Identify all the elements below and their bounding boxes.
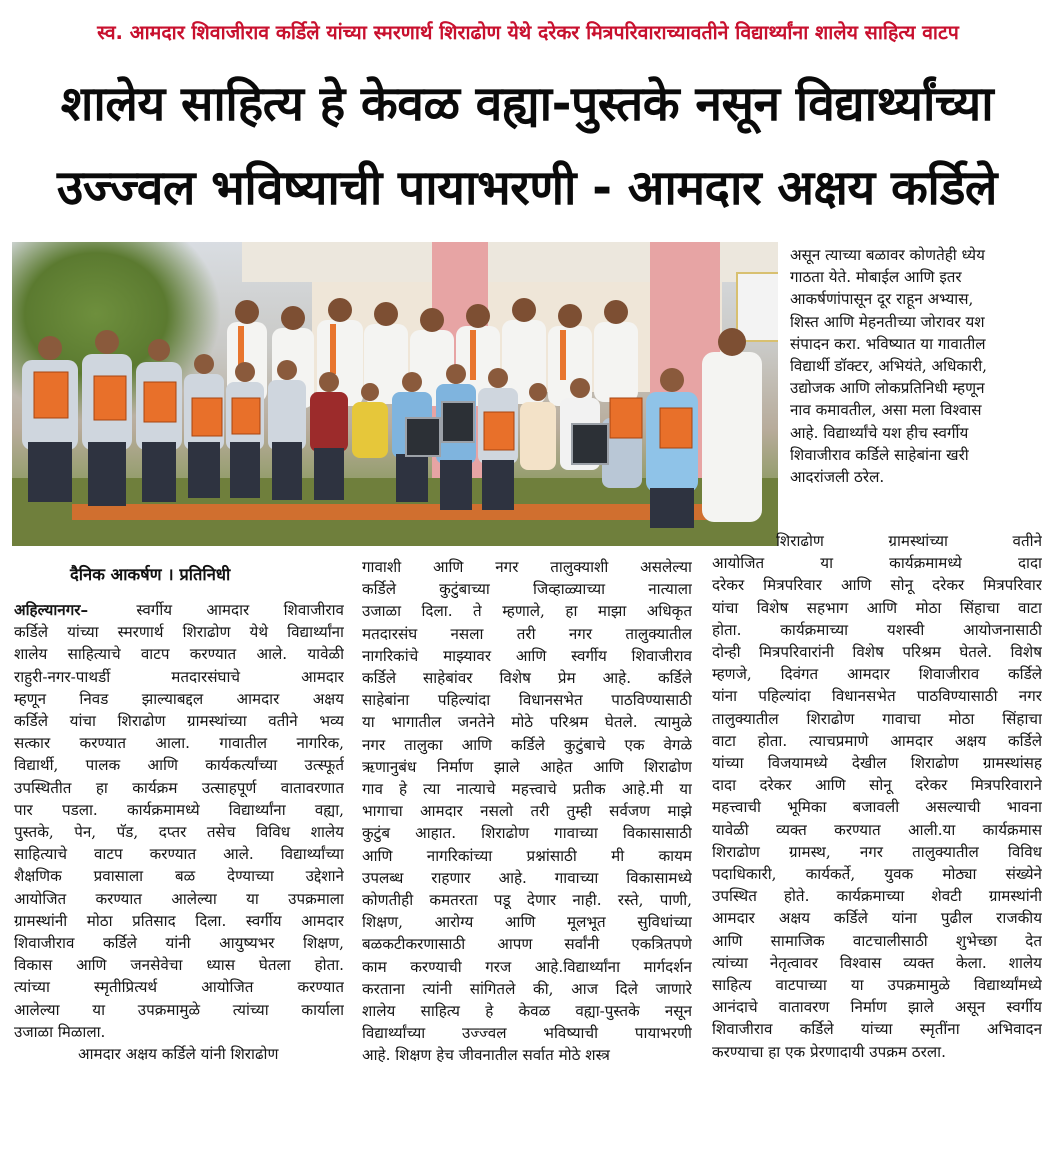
article-line: कोणतीही कमतरता पडू देणार नाही. रस्ते, पाणी,	[362, 891, 692, 910]
article-line: आकर्षणांपासून दूर राहून अभ्यास,	[790, 290, 974, 309]
article-first-line	[14, 599, 344, 621]
article-line: आयोजित या कार्यक्रमामध्ये दादा	[712, 554, 1042, 573]
article-line: आनंदाचे वातावरण निर्माण झाले असून स्वर्गीय	[712, 998, 1042, 1017]
article-line: मतदारसंघ नसला तरी नगर तालुक्यातील	[362, 624, 692, 643]
article-line: पार पडला. कार्यक्रमामध्ये विद्यार्थ्यांना वह्या,	[14, 800, 344, 819]
article-line: दोन्ही मित्रपरिवारांनी विशेष परिश्रम घेतले. विशेष	[712, 643, 1042, 662]
headline-line-2: उज्ज्वल भविष्याची पायाभरणी - आमदार अक्षय कर्डिले	[57, 160, 997, 216]
article-line: दरेकर मित्रपरिवार आणि सोनू दरेकर मित्रपरिवार	[712, 576, 1042, 595]
article-line: म्हणून निवड झाल्याबद्दल आमदार अक्षय	[14, 689, 344, 708]
article-line: कर्डिले साहेबांवर विशेष प्रेम आहे. कर्डिले	[362, 669, 692, 688]
photo-crowd	[12, 242, 778, 546]
article-column-top-right	[790, 244, 1042, 488]
article-line: तालुक्यातील शिराढोण गावाचा मोठा सिंहाचा	[712, 709, 1042, 728]
article-line: वाटा होता. त्याचप्रमाणे आमदार अक्षय कर्डिले	[712, 731, 1042, 750]
byline: दैनिक आकर्षण । प्रतिनिधी	[70, 565, 231, 584]
article-line: आदरांजली ठरेल.	[790, 468, 885, 487]
first-line-text: स्वर्गीय आमदार शिवाजीराव	[136, 601, 344, 619]
article-line: साहित्य वाटपाच्या या उपक्रमामुळे विद्यार्थ्यांमध्ये	[712, 976, 1042, 995]
article-line: विद्यार्थी डॉक्टर, अभियंते, अधिकारी,	[790, 357, 987, 376]
article-line: करण्याचा हा एक प्रेरणादायी उपक्रम ठरला.	[712, 1042, 946, 1061]
article-line: विद्यार्थ्यांच्या उज्ज्वल भविष्याची पायाभरणी	[362, 1024, 692, 1043]
article-line: बळकटीकरणासाठी आपण सर्वांनी एकत्रितपणे	[362, 935, 692, 954]
article-line: यावेळी व्यक्त करण्यात आली.या कार्यक्रमास	[712, 820, 1042, 839]
article-line: आहे. विद्यार्थ्यांचे यश हीच स्वर्गीय	[790, 423, 969, 442]
article-line: दादा दरेकर आणि सोनू दरेकर मित्रपरिवाराने	[712, 776, 1042, 795]
article-line: कर्डिले यांचा शिराढोण ग्रामस्थांच्या वतीने भव्य	[14, 712, 344, 731]
article-line: पदाधिकारी, कार्यकर्ते, युवक मोठ्या संख्येने	[712, 865, 1042, 884]
article-line: शालेय साहित्य हे केवळ वह्या-पुस्तके नसून	[362, 1002, 692, 1021]
headline	[20, 62, 1034, 234]
article-line: नाव कमावतील, असा मला विश्वास	[790, 401, 982, 420]
article-line: कुटुंब आहात. शिराढोण गावाच्या विकासासाठी	[362, 824, 692, 843]
article-line: असून त्याच्या बळावर कोणतेही ध्येय	[790, 246, 985, 264]
article-line: साहित्याचे वाटप करण्यात आले. विद्यार्थ्यांच्या	[14, 845, 344, 864]
article-line: कर्डिले कुटुंबाच्या जिव्हाळ्याच्या नात्याला	[362, 580, 692, 599]
article-line: नागरिकांचे माझ्यावर आणि स्वर्गीय शिवाजीराव	[362, 646, 692, 665]
article-line: गाठता येते. मोबाईल आणि इतर	[790, 268, 962, 287]
article-line: आणि सामाजिक वाटचालीसाठी शुभेच्छा देत	[712, 931, 1042, 950]
article-line: उद्योजक आणि लोकप्रतिनिधी म्हणून	[790, 379, 985, 398]
article-column-3	[712, 530, 1042, 1063]
article-line: साहेबांना पहिल्यांदा विधानसभेत पाठविण्यासाठी	[362, 691, 692, 710]
article-line: शैक्षणिक प्रवासाला बळ देण्याच्या उद्देशाने	[14, 867, 344, 886]
article-line: विद्यार्थी, पालक आणि कार्यकर्त्यांच्या उत्स्फूर्त	[14, 756, 344, 775]
article-line: महत्त्वाची भूमिका बजावली असल्याची भावना	[712, 798, 1042, 817]
article-line: उजाळा दिला. ते म्हणाले, हा माझा अधिकृत	[362, 602, 692, 621]
article-line: विकास आणि जनसेवेचा ध्यास घेतला होता.	[14, 956, 344, 975]
article-line: उपस्थित होते. कार्यक्रमाच्या शेवटी ग्रामस्थांनी	[712, 887, 1042, 906]
article-line: म्हणजे, दिवंगत आमदार शिवाजीराव कर्डिले	[712, 665, 1042, 684]
article-line: ग्रामस्थांनी मोठा प्रतिसाद दिला. स्वर्गीय आमदार	[14, 911, 344, 930]
article-line: उपस्थितीत हा कार्यक्रम उत्साहपूर्ण वातावरणात	[14, 778, 344, 797]
article-line: काम करण्याची गरज आहे.विद्यार्थ्यांना मार्गदर्शन	[362, 957, 692, 976]
article-line: त्यांच्या नेतृत्वावर विश्वास व्यक्त केला. शालेय	[712, 953, 1042, 972]
article-column-1	[14, 599, 344, 1065]
article-line: आमदार अक्षय कर्डिले यांना पुढील राजकीय	[712, 909, 1042, 928]
article-line: आयोजित करण्यात आलेल्या या उपक्रमाला	[14, 889, 344, 908]
article-line: शिवाजीराव कर्डिले साहेबांना खरी	[790, 445, 969, 464]
article-line: भागाचा आमदार नसलो तरी तुम्ही सर्वजण माझे	[362, 802, 692, 821]
article-line: राहुरी-नगर-पाथर्डी मतदारसंघाचे आमदार	[14, 667, 344, 686]
article-line: गाव हे त्या नात्याचे महत्त्वाचे प्रतीक आहे.मी या	[362, 780, 692, 799]
article-line: शिस्त आणि मेहनतीच्या जोरावर यश	[790, 312, 985, 331]
article-line: करताना त्यांनी सांगितले की, आज दिले जाणारे	[362, 979, 692, 998]
article-line: त्यांच्या स्मृतीप्रित्यर्थ आयोजित करण्यात	[14, 978, 344, 997]
news-photo	[12, 242, 778, 546]
article-line: सत्कार करण्यात आला. गावातील नागरिक,	[14, 734, 344, 753]
article-line: कर्डिले यांच्या स्मरणार्थ शिराढोण येथे विद्यार्थ्यांना	[14, 623, 344, 642]
article-line: शिक्षण, आरोग्य आणि मूलभूत सुविधांच्या	[362, 913, 692, 932]
article-line: शिराढोण ग्रामस्थ, नगर तालुक्यातील विविध	[712, 842, 1042, 861]
article-line: यांच्या विजयामध्ये देखील शिराढोण ग्रामस्थांसह	[712, 754, 1042, 773]
article-line: यांना पहिल्यांदा विधानसभेत पाठविण्यासाठी नगर	[712, 687, 1042, 706]
article-line: नगर तालुका आणि कर्डिले कुटुंबाचे एक वेगळे	[362, 735, 692, 754]
article-column-2	[362, 556, 692, 1067]
article-line: शालेय साहित्याचे वाटप करण्यात आले. यावेळी	[14, 645, 344, 664]
article-line: शिवाजीराव कर्डिले यांच्या स्मृतींना अभिवादन	[712, 1020, 1042, 1039]
article-line: उजाळा मिळाला.	[14, 1022, 106, 1041]
article-line: या भागातील जनतेने मोठे परिश्रम घेतले. त्यामुळे	[362, 713, 692, 732]
article-line: यांचा विशेष सहभाग आणि मोठा सिंहाचा वाटा	[712, 598, 1042, 617]
article-line: शिराढोण ग्रामस्थांच्या वतीने	[776, 532, 1042, 550]
article-line: संपादन करा. भविष्यात या गावातील	[790, 334, 986, 353]
article-line: आहे. शिक्षण हेच जीवनातील सर्वात मोठे शस्त्र	[362, 1046, 610, 1065]
article-line: आणि नागरिकांच्या प्रश्नांसाठी मी कायम	[362, 846, 692, 865]
article-line: गावाशी आणि नगर तालुक्याशी असलेल्या	[362, 558, 692, 576]
kicker-line: स्व. आमदार शिवाजीराव कर्डिले यांच्या स्मरणार्थ शिराढोण येथे दरेकर मित्रपरिवाराच्यावतीने विद्यार्थ्यांना शालेय साहित्य वाटप	[97, 21, 959, 44]
dateline: अहिल्यानगर–	[14, 601, 89, 619]
article-line: आमदार अक्षय कर्डिले यांनी शिराढोण	[78, 1045, 279, 1064]
headline-line-1: शालेय साहित्य हे केवळ वह्या-पुस्तके नसून विद्यार्थ्यांच्या	[60, 76, 994, 132]
article-line: होता. कार्यक्रमाच्या यशस्वी आयोजनासाठी	[712, 620, 1042, 639]
article-line: पुस्तके, पेन, पॅड, दप्तर तसेच विविध शालेय	[14, 823, 344, 842]
article-line: ऋणानुबंध निर्माण झाले आहेत आणि शिराढोण	[362, 757, 692, 776]
article-line: उपलब्ध राहणार आहे. गावाच्या विकासामध्ये	[362, 868, 692, 887]
article-line: आलेल्या या उपक्रमामुळे त्यांच्या कार्याला	[14, 1000, 344, 1019]
article-line: शिवाजीराव कर्डिले यांनी आयुष्यभर शिक्षण,	[14, 934, 344, 953]
